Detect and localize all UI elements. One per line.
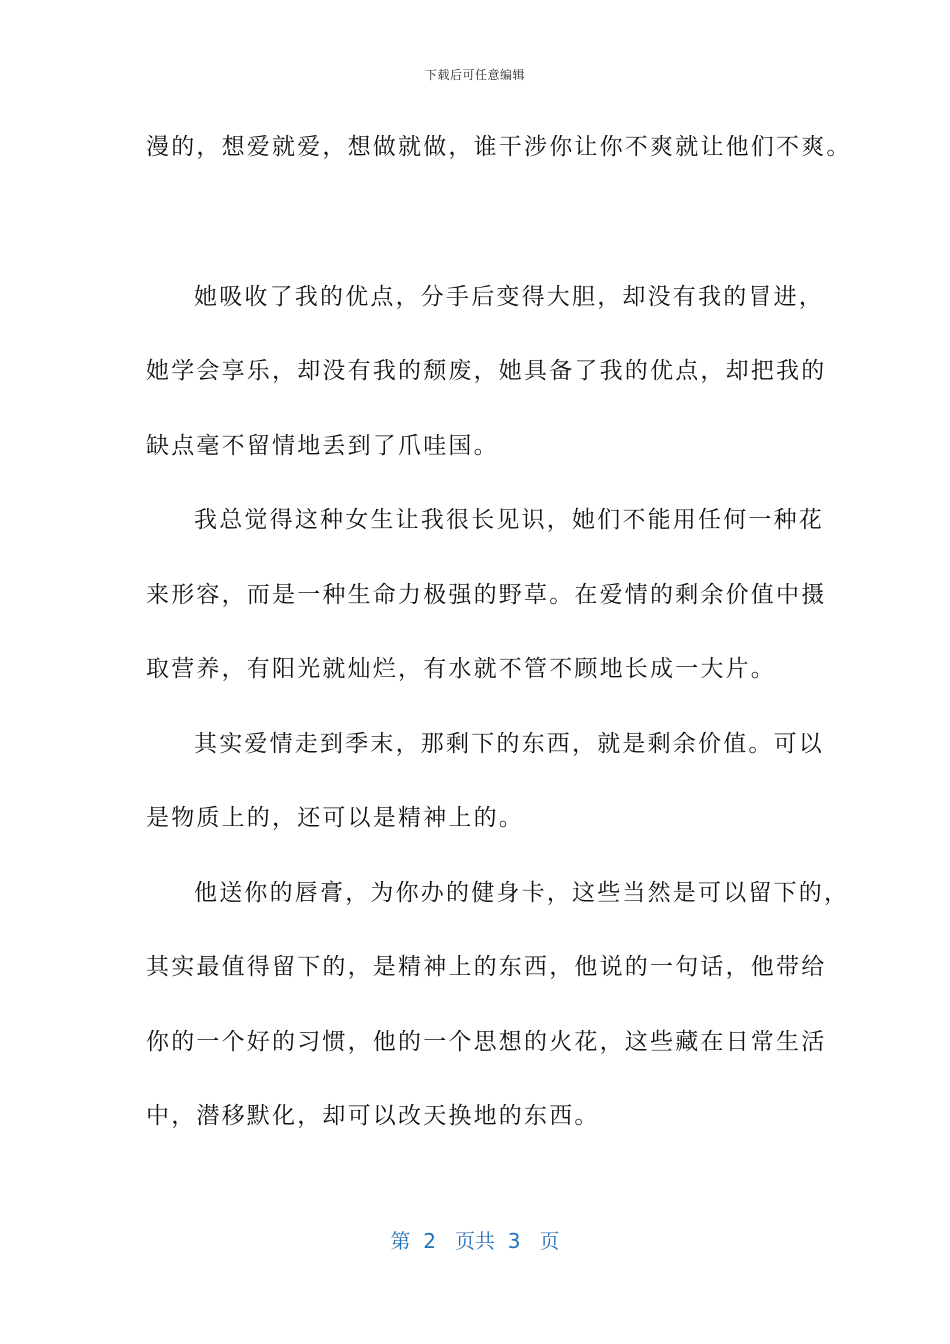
body-line-11: 其实最值得留下的，是精神上的东西，他说的一句话，他带给	[146, 954, 827, 980]
body-line-1: 漫的，想爱就爱，想做就做，谁干涉你让你不爽就让他们不爽。	[146, 134, 852, 160]
body-line-13: 中，潜移默化，却可以改天换地的东西。	[146, 1103, 600, 1129]
body-line-4: 缺点毫不留情地丢到了爪哇国。	[146, 433, 499, 459]
body-line-5: 我总觉得这种女生让我很长见识，她们不能用任何一种花	[194, 507, 824, 533]
body-line-3: 她学会享乐，却没有我的颓废，她具备了我的优点，却把我的	[146, 358, 827, 384]
body-line-7: 取营养，有阳光就灿烂，有水就不管不顾地长成一大片。	[146, 656, 776, 682]
body-line-10: 他送你的唇膏，为你办的健身卡，这些当然是可以留下的，	[194, 880, 850, 906]
body-line-6: 来形容，而是一种生命力极强的野草。在爱情的剩余价值中摄	[146, 582, 827, 608]
body-line-2: 她吸收了我的优点，分手后变得大胆，却没有我的冒进，	[194, 284, 824, 310]
body-line-8: 其实爱情走到季末，那剩下的东西，就是剩余价值。可以	[194, 731, 824, 757]
page-header: 下载后可任意编辑	[424, 68, 525, 82]
body-line-9: 是物质上的，还可以是精神上的。	[146, 805, 524, 831]
page-footer: 第 2 页共 3 页	[390, 1229, 560, 1253]
body-line-12: 你的一个好的习惯，他的一个思想的火花，这些藏在日常生活	[146, 1029, 827, 1055]
